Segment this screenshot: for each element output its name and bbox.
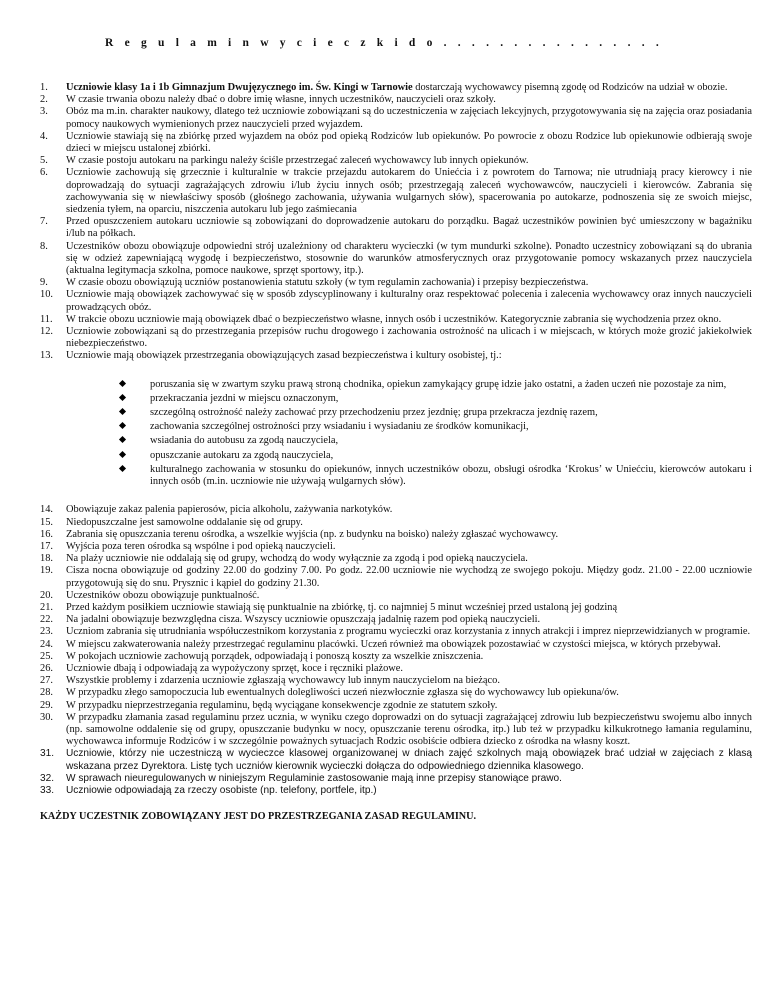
rule-text: Uczniowie zachowują się grzecznie i kulturalnie w trakcie przejazdu autokarem do Uniećcia i z powrotem do Tarnowa; nie utrudniają pracy kierowcy i nie doprowadzają do sytuacji zagrażających zdrowiu i/lub życiu innych osób; przestrzegają zaleceń wychowawców, nauczycieli i kierowców. Zabrania się zachowywania się w niewłaściwy sposób (głośnego zachowania, używania wulgarnych słów), spacerowania po autokarze, podnoszenia się ze swoich miejsc, siedzenia tyłem, na oparciu, niszczenia autokaru lub jego zaśmiecania (66, 167, 752, 216)
rule-item (40, 651, 752, 663)
rule-text: W czasie postoju autokaru na parkingu należy ściśle przestrzegać zaleceń wychowawcy lub innych opiekunów. (66, 155, 529, 167)
rule-number: 21. (40, 601, 53, 613)
rule-item (40, 687, 752, 699)
rule-number: 6. (40, 167, 48, 179)
rule-text: W sprawach nieuregulowanych w niniejszym Regulaminie zastosowanie mają inne przepisy stanowiące prawo. (66, 772, 562, 784)
rule-item (40, 602, 752, 614)
rule-item (40, 350, 752, 362)
diamond-bullet-icon (119, 436, 126, 443)
rule-item (40, 106, 752, 130)
bullet-text: wsiadania do autobusu za zgodą nauczyciela, (150, 435, 339, 447)
bullet-item (118, 421, 752, 433)
rule-text: W trakcie obozu uczniowie mają obowiązek dbać o bezpieczeństwo własne, innych osób i uczestników. Kategorycznie zabrania się wychodzenia przez okno. (66, 313, 722, 325)
final-notice: KAŻDY UCZESTNIK ZOBOWIĄZANY JEST DO PRZESTRZEGANIA ZASAD REGULAMINU. (40, 811, 477, 823)
rule-number: 3. (40, 106, 48, 118)
rule-number: 23. (40, 626, 53, 638)
rule-number: 15. (40, 516, 53, 528)
rule-text: Uczniowie odpowiadają za rzeczy osobiste (np. telefony, portfele, itp.) (66, 784, 377, 796)
rule-item (40, 216, 752, 240)
rule-number: 16. (40, 528, 53, 540)
diamond-bullet-icon (119, 422, 126, 429)
rules-list-31-33 (40, 748, 752, 797)
bullet-text: przekraczania jezdni w miejscu oznaczonym, (150, 392, 339, 404)
bullet-item (118, 407, 752, 419)
rule-item (40, 155, 752, 167)
rule-text: W przypadku złamania zasad regulaminu przez ucznia, w wyniku czego doprowadzi on do sytuacji zagrażającej zdrowiu lub bezpieczeństwu swojemu albo innych (np. samowolne oddalenie się od grupy, opuszczanie budynku w nocy, opuszczanie terenu ośrodka, itp.) lub też w przypadku kilkukrotnego łamania regulaminu, wychowawca informuje Rodziców i w szczególnie poważnych sytuacjach Rodzic osobiście odbiera dziecko z ośrodka na własny koszt. (66, 711, 752, 748)
rule-number: 4. (40, 130, 48, 142)
rule-item (40, 541, 752, 553)
rule-item (40, 785, 752, 797)
rule-number: 31. (40, 748, 55, 760)
rule-text: Zabrania się opuszczania terenu ośrodka, a wszelkie wyjścia (np. z budynku na boisko) należy zgłaszać wychowawcy. (66, 528, 559, 540)
bullet-item (118, 393, 752, 405)
rule-text: Uczestników obozu obowiązuje punktualność. (66, 589, 260, 601)
rule-item (40, 517, 752, 529)
rule-item (40, 565, 752, 589)
rule-text: W czasie obozu obowiązują uczniów postanowienia statutu szkoły (w tym regulamin zachowania) i przepisy bezpieczeństwa. (66, 277, 589, 289)
rule-text: W przypadku złego samopoczucia lub ewentualnych dolegliwości uczeń niezwłocznie zgłasza się do wychowawcy lub opiekuna/ów. (66, 687, 619, 699)
rule-text: W przypadku nieprzestrzegania regulaminu, będą wyciągane konsekwencje zgodnie ze statutem szkoły. (66, 699, 498, 711)
rule-number: 12. (40, 326, 53, 338)
rule-number: 29. (40, 699, 53, 711)
rule-item (40, 712, 752, 749)
rule-item (40, 773, 752, 785)
rule-text: Uczniowie zobowiązani są do przestrzegania przepisów ruchu drogowego i zachowania ostrożność na ulicach i w miejscach, w których może grozić jakiekolwiek niebezpieczeństwo. (66, 326, 752, 350)
rule-number: 30. (40, 711, 53, 723)
rules-list-14-30 (40, 504, 752, 748)
rule-text: Na jadalni obowiązuje bezwzględna cisza. Wszyscy uczniowie opuszczają jadalnię razem pod opieką nauczycieli. (66, 614, 541, 626)
rule-text: Niedopuszczalne jest samowolne oddalanie się od grupy. (66, 516, 303, 528)
rule-text: Na plaży uczniowie nie oddalają się od grupy, wchodzą do wody wyłącznie za zgodą i pod opieką nauczyciela. (66, 553, 528, 565)
rule-number: 27. (40, 675, 53, 687)
rule-number: 28. (40, 687, 53, 699)
bullet-text: poruszania się w zwartym szyku prawą stroną chodnika, opiekun zamykający grupę idzie jako ostatni, a żaden uczeń nie pozostaje za nim, (150, 378, 727, 390)
rule-number: 9. (40, 277, 48, 289)
diamond-bullet-icon (119, 408, 126, 415)
rule-bold-text: Uczniowie klasy 1a i 1b Gimnazjum Dwujęzycznego im. Św. Kingi w Tarnowie (66, 82, 413, 93)
rule-item (40, 748, 752, 772)
rule-item (40, 626, 752, 638)
rule-item (40, 241, 752, 278)
regulations-body (40, 82, 752, 822)
rule-number: 25. (40, 650, 53, 662)
rule-number: 14. (40, 504, 53, 516)
bullet-text: kulturalnego zachowania w stosunku do opiekunów, innych uczestników obozu, obsługi ośrodka ‘Krokus’ w Uniećciu, kierowców autokaru i innych osób (m.in. uczniowie nie używają wulgarnych słów). (150, 463, 752, 488)
rule-text: W czasie trwania obozu należy dbać o dobre imię własne, innych uczestników, nauczycieli oraz szkoły. (66, 94, 496, 106)
rule-number: 17. (40, 540, 53, 552)
rule-text: Uczniowie dbają i odpowiadają za wypożyczony sprzęt, koce i ręczniki plażowe. (66, 662, 403, 674)
bullet-text: opuszczanie autokaru za zgodą nauczyciela, (150, 449, 334, 461)
rule-number: 26. (40, 662, 53, 674)
diamond-bullet-icon (119, 380, 126, 387)
rule-text: W miejscu zakwaterowania należy przestrzegać regulaminu placówki. Uczeń również ma obowiązek pozostawiać w czystości miejsca, w których przebywał. (66, 638, 721, 650)
rule-text: W pokojach uczniowie zachowują porządek, odpowiadają i ponoszą koszty za wszelkie zniszczenia. (66, 650, 484, 662)
rule-number: 8. (40, 240, 48, 252)
rule-number: 7. (40, 216, 48, 228)
rule-number: 10. (40, 289, 53, 301)
rule-number: 33. (40, 784, 55, 796)
rule-item (40, 639, 752, 651)
rule-text: Uczniowie mają obowiązek przestrzegania obowiązujących zasad bezpieczeństwa i kultury osobistej, tj.: (66, 350, 502, 362)
rule-number: 20. (40, 589, 53, 601)
rules-list-1-13 (40, 82, 752, 363)
bullet-item (118, 450, 752, 462)
rule-item (40, 82, 752, 94)
rule-text: Obowiązuje zakaz palenia papierosów, picia alkoholu, zażywania narkotyków. (66, 504, 393, 516)
rule-text: Cisza nocna obowiązuje od godziny 22.00 do godziny 7.00. Po godz. 22.00 uczniowie nie wychodzą ze swojego pokoju. Między godz. 21.00 - 22.00 uczniowie przygotowują się do snu. Prysznic i kąpiel do godziny 21.30. (66, 565, 752, 589)
rule-item (40, 314, 752, 326)
rule-item (40, 675, 752, 687)
rule-text: Przed opuszczeniem autokaru uczniowie są zobowiązani do doprowadzenie autokaru do porządku. Bagaż uczestników powinien być umieszczony w bagażniku i/lub na półkach. (66, 216, 752, 240)
rule-item (40, 131, 752, 155)
document-title: R e g u l a m i n w y c i e c z k i d o . . . . . . . . . . . . . . . . (105, 37, 663, 49)
rule-number: 24. (40, 638, 53, 650)
bullet-item (118, 379, 752, 391)
rule-number: 5. (40, 155, 48, 167)
rule-text: Uczniom zabrania się utrudniania współuczestnikom korzystania z programu wycieczki oraz korzystania z innych atrakcji i imprez nieprzewidzianych w programie. (66, 626, 751, 638)
bullet-item (118, 464, 752, 488)
rule-item (40, 326, 752, 350)
rule-number: 19. (40, 565, 53, 577)
rule-text: Uczniowie mają obowiązek zachowywać się w sposób zdyscyplinowany i kulturalny oraz respektować polecenia i zalecenia wychowawcy oraz innych nauczycieli prowadzących obóz. (66, 289, 752, 313)
rule-item (40, 700, 752, 712)
rule-text: Uczniowie, którzy nie uczestniczą w wycieczce klasowej organizowanej w dniach zajęć szkolnych mają obowiązek brać udział w zajęciach z klasą wskazana przez Dyrektora. Listę tych uczniów kierownik wycieczki dołącza do odpowiedniego dziennika klasowego. (66, 748, 752, 772)
rule-item (40, 289, 752, 313)
rule-item (40, 94, 752, 106)
bullet-text: szczególną ostrożność należy zachować przy przechodzeniu przez jezdnię; grupa przekracza jezdnię razem, (150, 407, 598, 419)
rule-item (40, 277, 752, 289)
rule-number: 1. (40, 82, 48, 93)
rule-item (40, 553, 752, 565)
rule-number: 2. (40, 94, 48, 106)
rule-text: Wyjścia poza teren ośrodka są wspólne i pod opieką nauczycieli. (66, 540, 336, 552)
rule-number: 32. (40, 772, 55, 784)
rule-item (40, 167, 752, 216)
rule-number: 13. (40, 350, 53, 362)
rule-item (40, 504, 752, 516)
rule-text: Obóz ma m.in. charakter naukowy, dlatego też uczniowie zobowiązani są do uczestniczenia w zajęciach lekcyjnych, przygotowywania się na zajęcia oraz posiadania pomocy naukowych wymienionych przez nauczycieli przed wyjazdem. (66, 106, 752, 130)
rule-text: Uczniowie stawiają się na zbiórkę przed wyjazdem na obóz pod opieką Rodziców lub opiekunów. Po powrocie z obozu Rodzice lub opiekunowie odbierają swoje dzieci w miejscu ustalonej zbiórki. (66, 130, 752, 155)
rule-item (40, 663, 752, 675)
rule-number: 22. (40, 614, 53, 626)
bullet-text: zachowania szczególnej ostrożności przy wsiadaniu i wysiadaniu ze środków komunikacji, (150, 421, 529, 433)
diamond-bullet-icon (119, 451, 126, 458)
diamond-bullet-icon (119, 394, 126, 401)
rule-text: dostarczają wychowawcy pisemną zgodę od Rodziców na udział w obozie. (412, 82, 728, 93)
bullet-item (118, 435, 752, 447)
rule-number: 11. (40, 313, 53, 325)
diamond-bullet-icon (119, 465, 126, 472)
rule-item (40, 614, 752, 626)
rule-text: Wszystkie problemy i zdarzenia uczniowie zgłaszają wychowawcy lub innym nauczycielom na bieżąco. (66, 675, 500, 687)
rule-number: 18. (40, 553, 53, 565)
safety-bullet-list (118, 379, 752, 489)
rule-item (40, 590, 752, 602)
rule-text: Przed każdym posiłkiem uczniowie stawiają się punktualnie na zbiórkę, tj. co najmniej 5 minut wcześniej przed ustaloną jej godziną (66, 601, 618, 613)
rule-text: Uczestników obozu obowiązuje odpowiedni strój uzależniony od charakteru wycieczki (w tym mundurki szkolne). Ponadto uczestnicy zobowiązani są do ubrania się w odzież zapewniającą wygodę i bezpieczeństwo, stosownie do warunków atmosferycznych oraz przygotowanie pomocy wskazanych przez nauczyciela (aktualna legitymacja szkolna, pomoce naukowe, sprzęt sportowy, itp.). (66, 240, 752, 277)
rule-item (40, 529, 752, 541)
